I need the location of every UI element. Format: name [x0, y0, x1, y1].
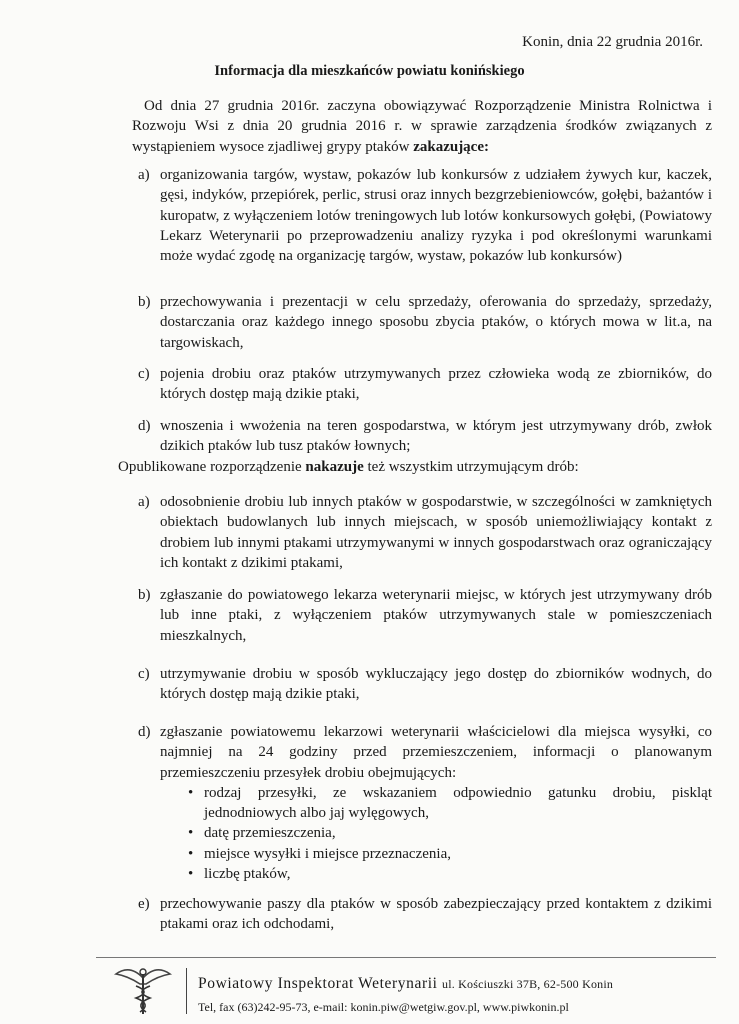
footer-separator [186, 968, 187, 1014]
list-marker: a) [138, 494, 150, 510]
list-item-text: wnoszenia i wwożenia na teren gospodarstwa, w którym jest utrzymywany drób, zwłok dzikich ptaków lub tusz ptaków łownych; [160, 418, 712, 455]
list-item-text: pojenia drobiu oraz ptaków utrzymywanych przez człowieka wodą ze zbiorników, do których dostęp mają dzikie ptaki, [160, 366, 712, 403]
list-item-text: przechowywanie paszy dla ptaków w sposób zabezpieczający przed kontaktem z dzikimi ptakami oraz ich odchodami, [160, 896, 712, 933]
shipment-details-list [188, 783, 712, 884]
list-marker: b) [138, 587, 151, 603]
list-item-text: utrzymywanie drobiu w sposób wykluczający jego dostęp do zbiorników wodnych, do których dostęp mają dzikie ptaki, [160, 666, 712, 703]
footer-contact: Tel, fax (63)242-95-73, e-mail: konin.piw@wetgiw.gov.pl, www.piwkonin.pl [198, 1000, 569, 1014]
list-marker: e) [138, 896, 150, 912]
list-item-text: zgłaszanie do powiatowego lekarza weterynarii miejsc, w których jest utrzymywany drób lub inne ptaki, z wyłączeniem ptaków utrzymywanych stale w pomieszczeniach mieszkalnych, [160, 587, 712, 644]
list-item: • miejsce wysyłki i miejsce przeznaczenia, [188, 844, 712, 864]
list-marker: d) [138, 418, 151, 434]
caduceus-icon [110, 966, 176, 1016]
organization-name: Powiatowy Inspektorat Weterynarii [198, 975, 438, 992]
document-date: Konin, dnia 22 grudnia 2016r. [522, 34, 703, 50]
list-marker: a) [138, 167, 150, 183]
list-marker: b) [138, 294, 151, 310]
orders-intro-text: Opublikowane rozporządzenie [118, 459, 306, 475]
list-marker: c) [138, 666, 150, 682]
footer-divider [96, 957, 716, 958]
list-item: • liczbę ptaków, [188, 864, 712, 884]
order-c [138, 664, 712, 705]
prohibition-b [138, 292, 712, 353]
organization-address: ul. Kościuszki 37B, 62-500 Konin [442, 977, 614, 991]
list-item-text: odosobnienie drobiu lub innych ptaków w gospodarstwie, w szczególności w zamkniętych obiektach budowlanych lub innych miejscach, w sposób uniemożliwiający kontakt z drobiem lub innymi ptakami utrzymywanymi w innych gospodarstwach oraz ograniczający ich kontakt z dzikimi ptakami, [160, 494, 712, 571]
list-item-text: organizowania targów, wystaw, pokazów lub konkursów z udziałem żywych kur, kaczek, gęsi, indyków, przepiórek, perlic, strusi oraz innych bezgrzebieniowców, gołębi, bażantów i kuropatw, z wyłączeniem lotów treningowych lub lotów konkursowych gołębi, (Powiatowy Lekarz Weterynarii po przeprowadzeniu analizy ryzyka i pod określonymi warunkami może wydać zgodę na organizację targów, wystaw, pokazów lub konkursów) [160, 167, 712, 265]
order-a [138, 492, 712, 573]
order-d [138, 722, 712, 884]
order-e [138, 894, 712, 935]
intro-paragraph [132, 96, 712, 157]
list-marker: d) [138, 724, 151, 740]
orders-intro-text-after: też wszystkim utrzymującym drób: [363, 459, 579, 475]
order-b [138, 585, 712, 646]
intro-keyword: zakazujące: [413, 138, 489, 155]
list-item-text: przechowywania i prezentacji w celu sprzedaży, oferowania do sprzedaży, sprzedaży, dostarczania oraz każdego innego sposobu zbycia ptaków, o których mowa w lit.a, na targowiskach, [160, 294, 712, 351]
prohibition-a [138, 165, 712, 266]
list-item-text: zgłaszanie powiatowemu lekarzowi weterynarii właścicielowi dla miejsca wysyłki, co najmniej na 24 godziny przed przemieszczeniem, informacji o planowanym przemieszczeniu przesyłek drobiu obejmujących: [160, 724, 712, 781]
document-title: Informacja dla mieszkańców powiatu konińskiego [214, 63, 525, 79]
list-item: • rodzaj przesyłki, ze wskazaniem odpowiednio gatunku drobiu, piskląt jednodniowych albo jaj wylęgowych, [188, 783, 712, 824]
prohibition-c [138, 364, 712, 405]
orders-keyword: nakazuje [305, 459, 364, 475]
prohibition-d [138, 416, 712, 457]
list-item: • datę przemieszczenia, [188, 823, 712, 843]
orders-intro [118, 457, 718, 477]
list-marker: c) [138, 366, 150, 382]
intro-text: Od dnia 27 grudnia 2016r. zaczyna obowiązywać Rozporządzenie Ministra Rolnictwa i Rozwoju Wsi z dnia 20 grudnia 2016 r. w sprawie zarządzenia środków związanych z wystąpieniem wysoce zjadliwej grypy ptaków [132, 98, 712, 155]
footer-organization [198, 975, 613, 993]
